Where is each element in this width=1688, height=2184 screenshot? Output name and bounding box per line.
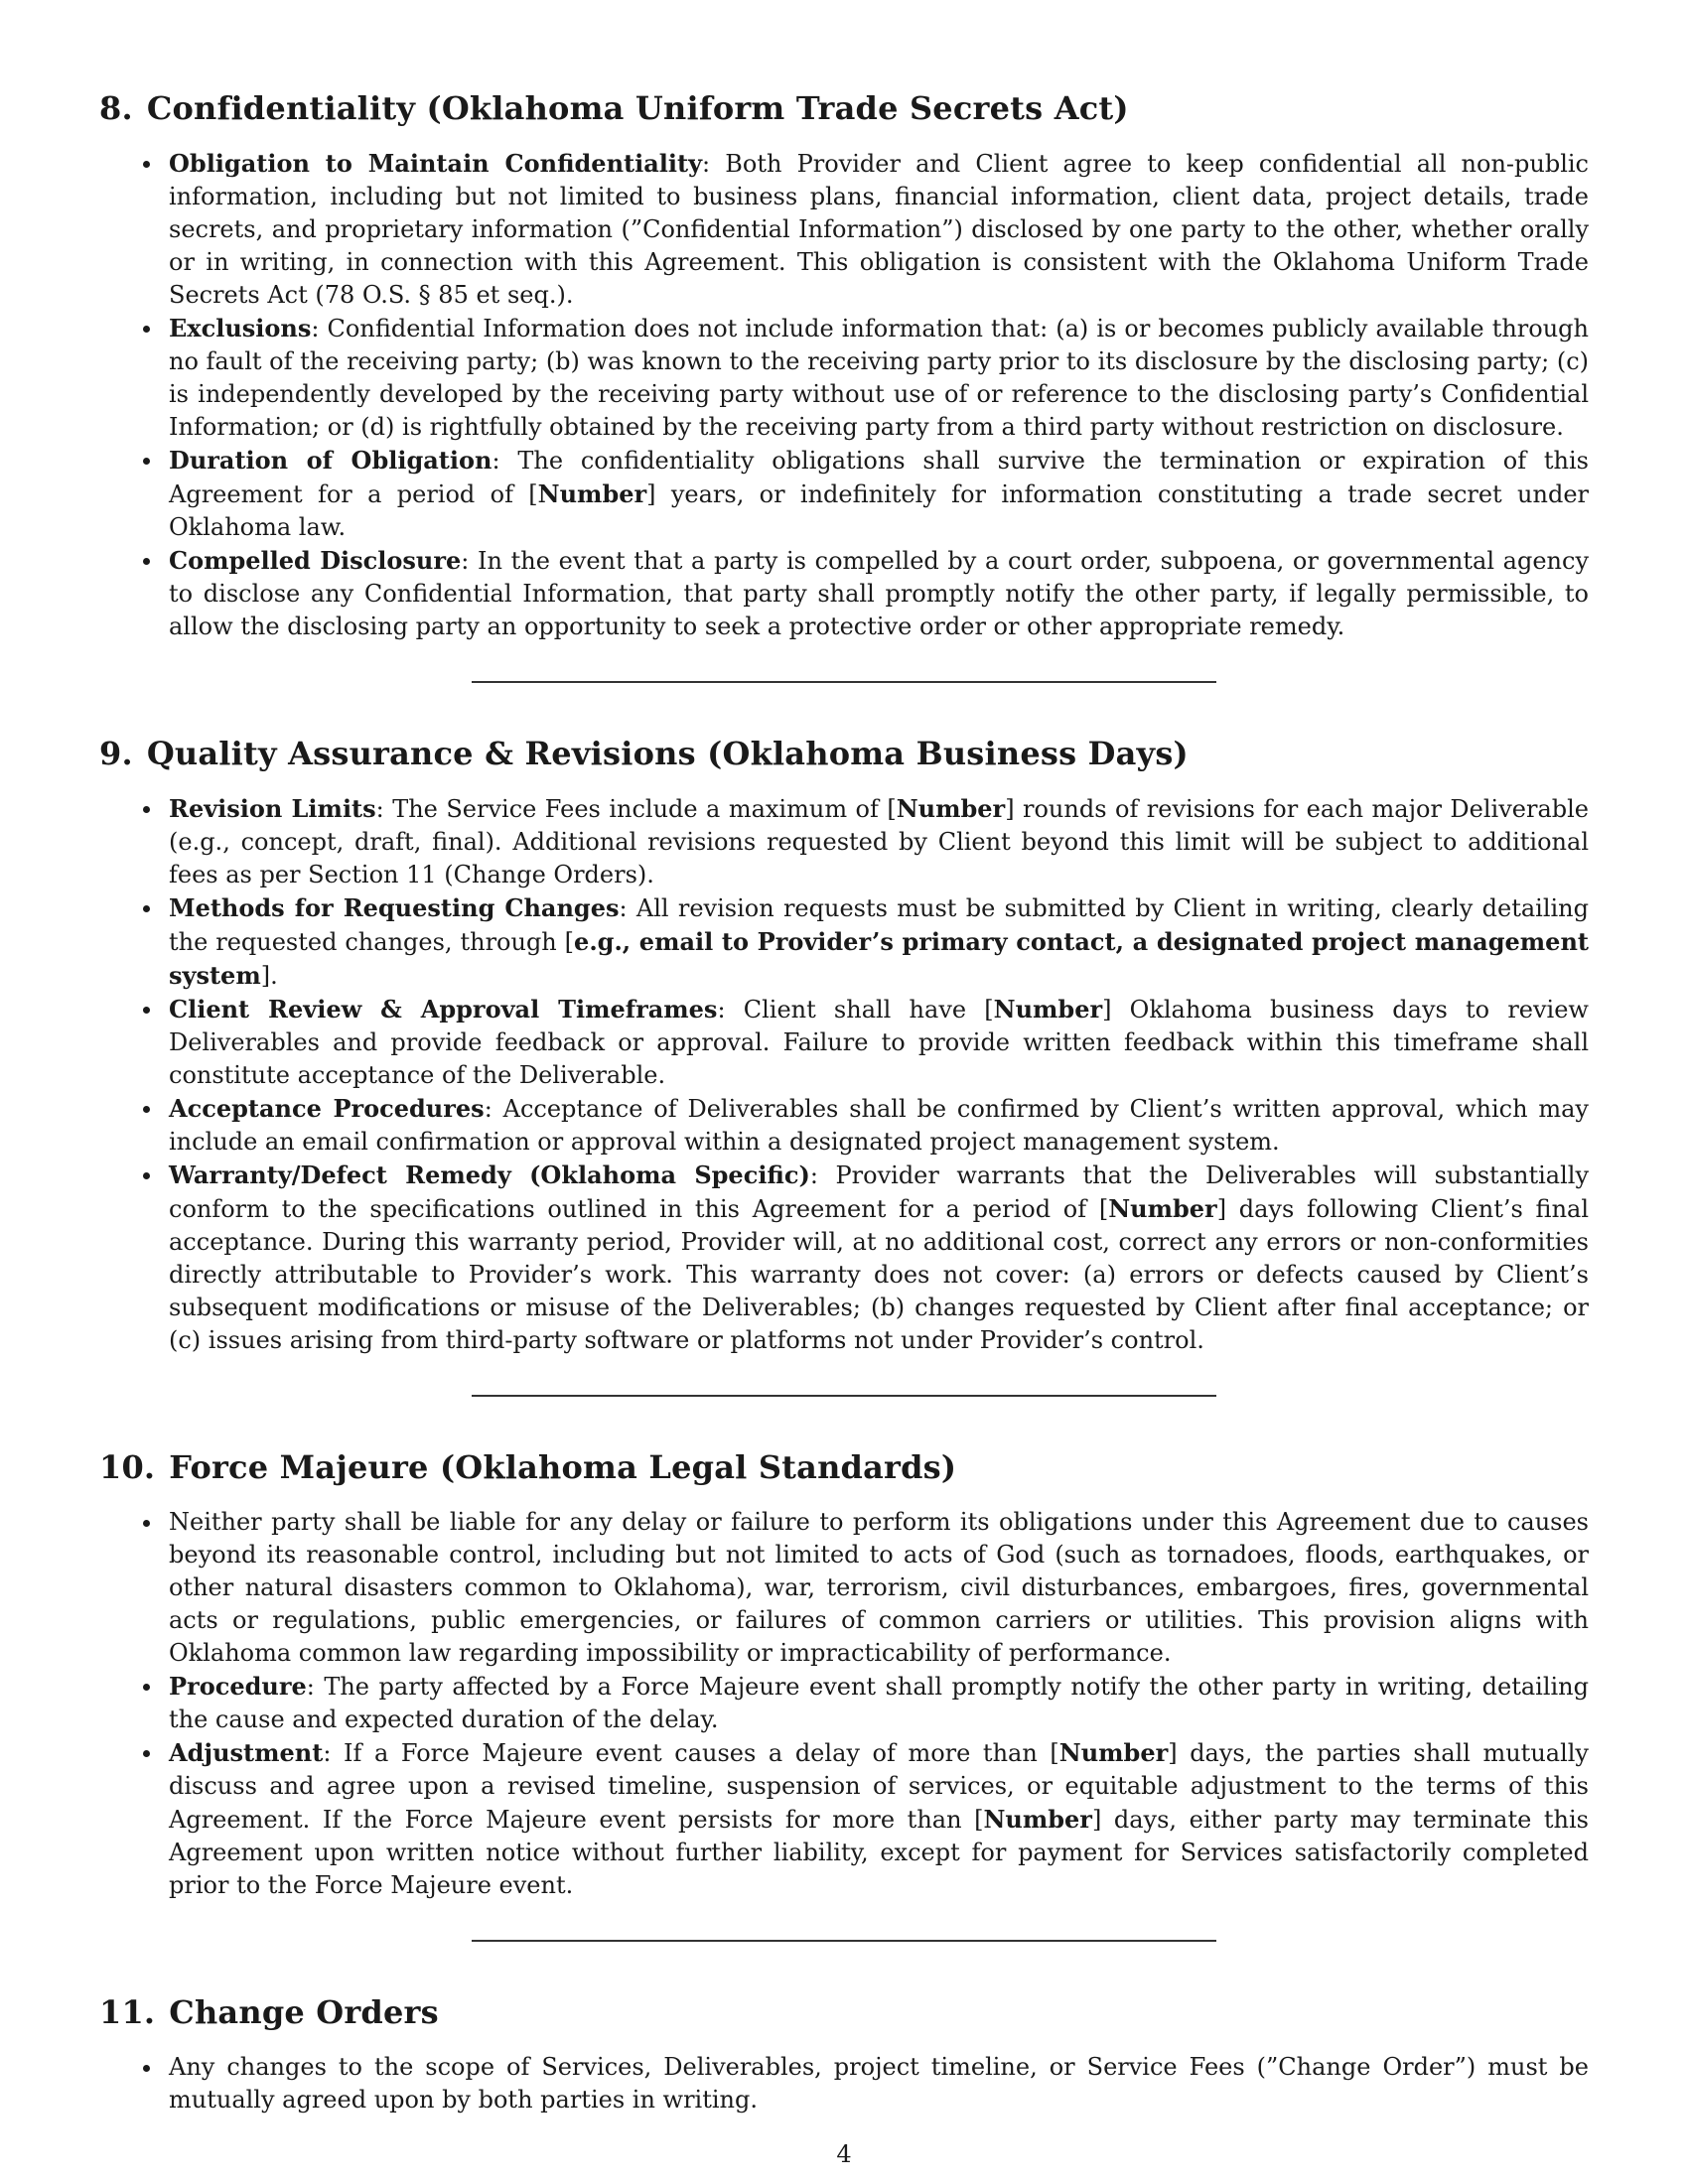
list-item: Obligation to Maintain Confidentiality: Both Provider and Client agree to keep confidential all non-public information, including but not limited to business plans, financial information, client data, project details, trade secrets, and proprietary information (”Confidential Information”) disclosed by one party to the other, whether orally or in writing, in connection with this Agreement. This obligation is consistent with the Oklahoma Uniform Trade Secrets Act (78 O.S. § 85 et seq.). — [169, 147, 1589, 312]
section-force-majeure — [99, 1446, 1589, 1902]
list-item: Procedure: The party affected by a Force Majeure event shall promptly notify the other party in writing, detailing the cause and expected duration of the delay. — [169, 1670, 1589, 1736]
section-heading: 9. Quality Assurance & Revisions (Oklahoma Business Days) — [99, 735, 1189, 772]
section-change-orders — [99, 1991, 1589, 2116]
list-item: Any changes to the scope of Services, Deliverables, project timeline, or Service Fees (”Change Order”) must be mutually agreed upon by both parties in writing. — [169, 2051, 1589, 2116]
section-divider — [472, 1940, 1216, 1942]
list-item: Warranty/Defect Remedy (Oklahoma Specific): Provider warrants that the Deliverables will substantially conform to the specifications outlined in this Agreement for a period of [Number] days following Client’s final acceptance. During this warranty period, Provider will, at no additional cost, correct any errors or non-conformities directly attributable to Provider’s work. This warranty does not cover: (a) errors or defects caused by Client’s subsequent modifications or misuse of the Deliverables; (b) changes requested by Client after final acceptance; or (c) issues arising from third-party software or platforms not under Provider’s control. — [169, 1159, 1589, 1357]
bullet-list — [99, 2051, 1589, 2116]
list-item: Revision Limits: The Service Fees include a maximum of [Number] rounds of revisions for each major Deliverable (e.g., concept, draft, final). Additional revisions requested by Client beyond this limit will be subject to additional fees as per Section 11 (Change Orders). — [169, 792, 1589, 891]
list-item: Duration of Obligation: The confidentiality obligations shall survive the termination or expiration of this Agreement for a period of [Number] years, or indefinitely for information constituting a trade secret under Oklahoma law. — [169, 444, 1589, 544]
section-divider — [472, 1395, 1216, 1397]
list-item: Acceptance Procedures: Acceptance of Deliverables shall be confirmed by Client’s written approval, which may include an email confirmation or approval within a designated project management system. — [169, 1092, 1589, 1159]
document-page — [99, 87, 1589, 2116]
section-quality-assurance — [99, 733, 1589, 1357]
list-item: Compelled Disclosure: In the event that a party is compelled by a court order, subpoena, or governmental agency to disclose any Confidential Information, that party shall promptly notify the other party, if legally permissible, to allow the disclosing party an opportunity to seek a protective order or other appropriate remedy. — [169, 544, 1589, 643]
list-item: Adjustment: If a Force Majeure event causes a delay of more than [Number] days, the parties shall mutually discuss and agree upon a revised timeline, suspension of services, or equitable adjustment to the terms of this Agreement. If the Force Majeure event persists for more than [Number] days, either party may terminate this Agreement upon written notice without further liability, except for payment for Services satisfactorily completed prior to the Force Majeure event. — [169, 1736, 1589, 1902]
bullet-list — [99, 792, 1589, 1357]
list-item: Methods for Requesting Changes: All revision requests must be submitted by Client in writing, clearly detailing the requested changes, through [e.g., email to Provider’s primary contact, a designated project management system]. — [169, 891, 1589, 993]
section-heading: 11. Change Orders — [99, 1993, 439, 2031]
bullet-list — [99, 147, 1589, 643]
list-item: Client Review & Approval Timeframes: Client shall have [Number] Oklahoma business days to review Deliverables and provide feedback or approval. Failure to provide written feedback within this timeframe shall constitute acceptance of the Deliverable. — [169, 993, 1589, 1092]
section-heading: 8. Confidentiality (Oklahoma Uniform Trade Secrets Act) — [99, 89, 1129, 127]
section-heading: 10. Force Majeure (Oklahoma Legal Standards) — [99, 1448, 957, 1486]
page-number: 4 — [836, 2140, 852, 2168]
bullet-list — [99, 1506, 1589, 1902]
section-confidentiality — [99, 87, 1589, 643]
list-item: Exclusions: Confidential Information does not include information that: (a) is or becomes publicly available through no fault of the receiving party; (b) was known to the receiving party prior to its disclosure by the disclosing party; (c) is independently developed by the receiving party without use of or reference to the disclosing party’s Confidential Information; or (d) is rightfully obtained by the receiving party from a third party without restriction on disclosure. — [169, 312, 1589, 444]
section-divider — [472, 681, 1216, 683]
list-item: Neither party shall be liable for any delay or failure to perform its obligations under this Agreement due to causes beyond its reasonable control, including but not limited to acts of God (such as tornadoes, floods, earthquakes, or other natural disasters common to Oklahoma), war, terrorism, civil disturbances, embargoes, fires, governmental acts or regulations, public emergencies, or failures of common carriers or utilities. This provision aligns with Oklahoma common law regarding impossibility or impracticability of performance. — [169, 1506, 1589, 1670]
